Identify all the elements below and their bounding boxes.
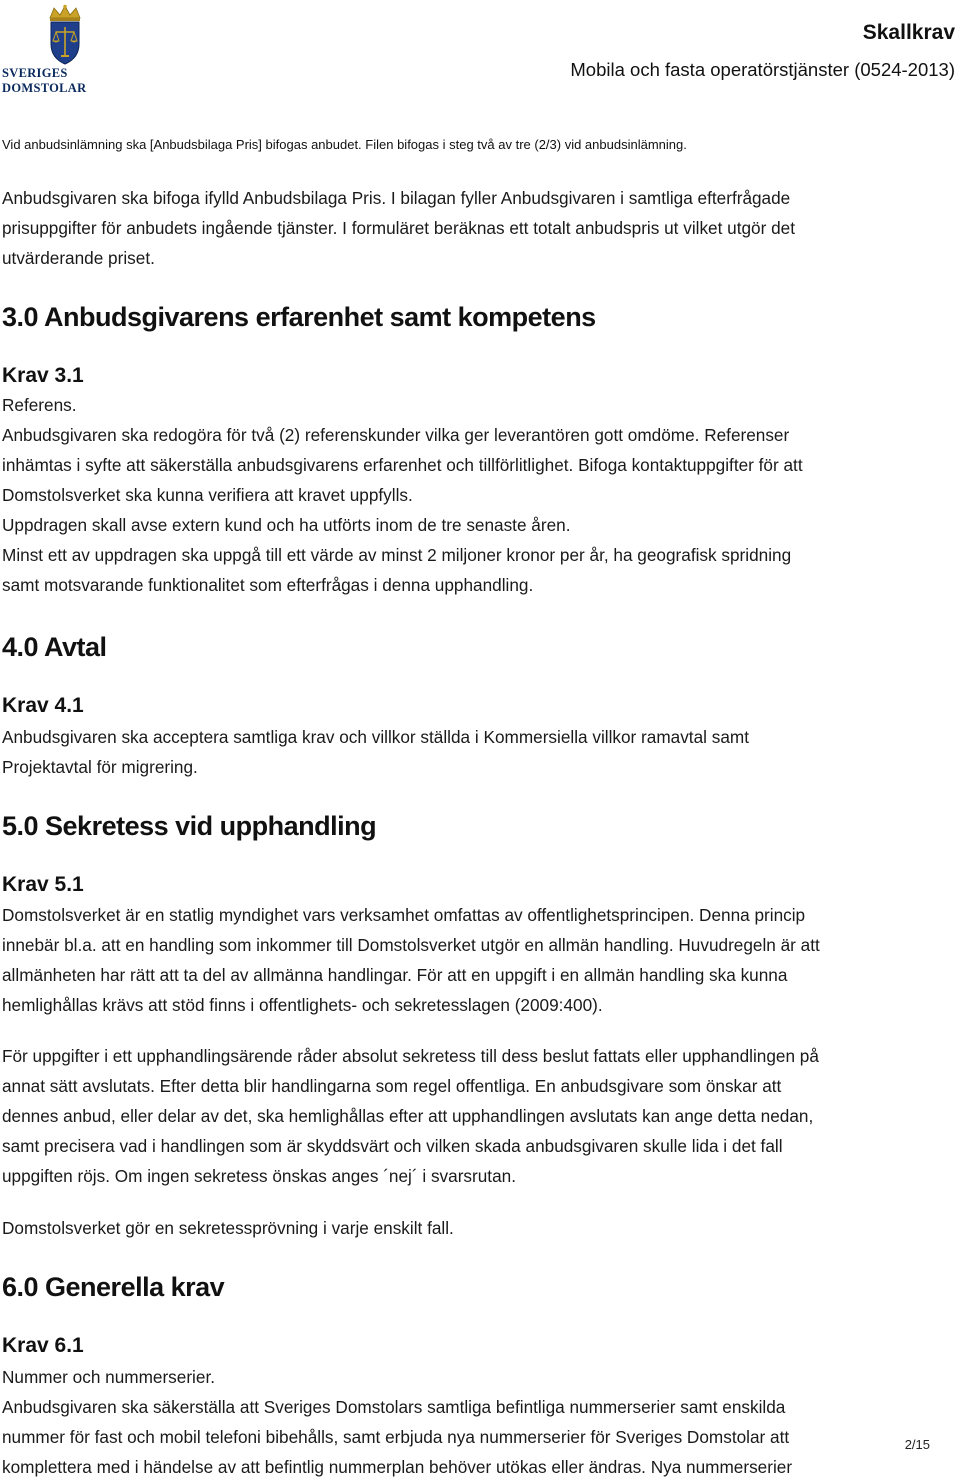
text-line: Anbudsgivaren ska bifoga ifylld Anbudsbilaga Pris. I bilagan fyller Anbudsgivaren i samtliga efterfrågade: [2, 188, 791, 208]
text-line: Domstolsverket ska kunna verifiera att kravet uppfylls.: [2, 485, 413, 505]
text-line: Referens.: [2, 395, 77, 415]
page-number: 2/15: [904, 1437, 930, 1452]
requirement-5-1-heading: Krav 5.1: [2, 873, 84, 896]
requirement-3-1-heading: Krav 3.1: [2, 364, 84, 387]
text-line: uppgiften röjs. Om ingen sekretess önskas anges ´nej´ i svarsrutan.: [2, 1166, 516, 1186]
sveriges-domstolar-logo: [2, 4, 136, 95]
text-line: Anbudsgivaren ska acceptera samtliga krav och villkor ställda i Kommersiella villkor ramavtal samt: [2, 727, 749, 747]
section-4-heading: 4.0 Avtal: [2, 632, 107, 662]
section-6-heading: 6.0 Generella krav: [2, 1272, 225, 1302]
logo-wordmark: SVERIGES DOMSTOLAR: [2, 66, 87, 95]
text-line: nummer för fast och mobil telefoni bibehålls, samt erbjuda nya nummerserier för Sveriges Domstolar att: [2, 1427, 790, 1447]
requirement-6-1-heading: Krav 6.1: [2, 1334, 84, 1357]
text-line: innebär bl.a. att en handling som inkommer till Domstolsverket utgör en allmän handling. Huvudregeln är att: [2, 935, 820, 955]
text-line: samt precisera vad i handlingen som är skyddsvärt och vilken skada anbudsgivaren skulle lida i det fall: [2, 1136, 783, 1156]
text-line: Anbudsgivaren ska säkerställa att Sveriges Domstolars samtliga befintliga nummerserier samt enskilda: [2, 1397, 786, 1417]
text-line: Minst ett av uppdragen ska uppgå till ett värde av minst 2 miljoner kronor per år, ha geografisk spridning: [2, 545, 792, 565]
requirement-3-1-text: [2, 390, 952, 600]
text-line: Projektavtal för migrering.: [2, 757, 198, 777]
text-line: Anbudsgivaren ska redogöra för två (2) referenskunder vilka ger leverantören gott omdöme. Referenser: [2, 425, 790, 445]
requirement-6-1-text: [2, 1362, 952, 1482]
text-line: prisuppgifter för anbudets ingående tjänster. I formuläret beräknas ett totalt anbudspris ut vilket utgör det: [2, 218, 795, 238]
document-subtitle: Mobila och fasta operatörstjänster (0524-2013): [570, 59, 955, 80]
text-line: För uppgifter i ett upphandlingsärende råder absolut sekretess till dess beslut fattats eller upphandlingen på: [2, 1046, 819, 1066]
document-title: Skallkrav: [862, 21, 955, 44]
text-line: komplettera med i händelse av att befintlig nummerplan behöver utökas eller ändras. Nya nummerserier: [2, 1457, 793, 1477]
text-line: allmänheten har rätt att ta del av allmänna handlingar. För att en uppgift i en allmän handling ska kunna: [2, 965, 788, 985]
requirement-5-1-paragraph-3: [2, 1213, 952, 1243]
text-line: samt motsvarande funktionalitet som efterfrågas i denna upphandling.: [2, 575, 534, 595]
text-line: annat sätt avslutats. Efter detta blir handlingarna som regel offentliga. En anbudsgivare som önskar att: [2, 1076, 782, 1096]
text-line: dennes anbud, eller delar av det, ska hemlighållas efter att upphandlingen avslutats kan ange detta nedan,: [2, 1106, 814, 1126]
requirement-4-1-text: [2, 722, 952, 782]
text-line: inhämtas i syfte att säkerställa anbudsgivarens erfarenhet och tillförlitlighet. Bifoga kontaktuppgifter för att: [2, 455, 803, 475]
section-3-heading: 3.0 Anbudsgivarens erfarenhet samt kompetens: [2, 302, 596, 332]
text-line: Nummer och nummerserier.: [2, 1367, 215, 1387]
section-5-heading: 5.0 Sekretess vid upphandling: [2, 811, 377, 841]
requirement-4-1-heading: Krav 4.1: [2, 694, 84, 717]
requirement-5-1-paragraph-1: [2, 900, 952, 1020]
text-line: hemlighållas krävs att stöd finns i offentlighets- och sekretesslagen (2009:400).: [2, 995, 603, 1015]
intro-note: Vid anbudsinlämning ska [Anbudsbilaga Pris] bifogas anbudet. Filen bifogas i steg två av tre (2/3) vid anbudsinlämning.: [2, 137, 687, 152]
text-line: Domstolsverket är en statlig myndighet vars verksamhet omfattas av offentlighetsprincipen. Denna princip: [2, 905, 806, 925]
text-line: Uppdragen skall avse extern kund och ha utförts inom de tre senaste åren.: [2, 515, 571, 535]
crown-shield-emblem-icon: [2, 4, 136, 66]
requirement-5-1-paragraph-2: [2, 1041, 952, 1191]
text-line: utvärderande priset.: [2, 248, 155, 268]
text-line: Domstolsverket gör en sekretessprövning i varje enskilt fall.: [2, 1218, 454, 1238]
pricing-paragraph: [2, 183, 952, 273]
